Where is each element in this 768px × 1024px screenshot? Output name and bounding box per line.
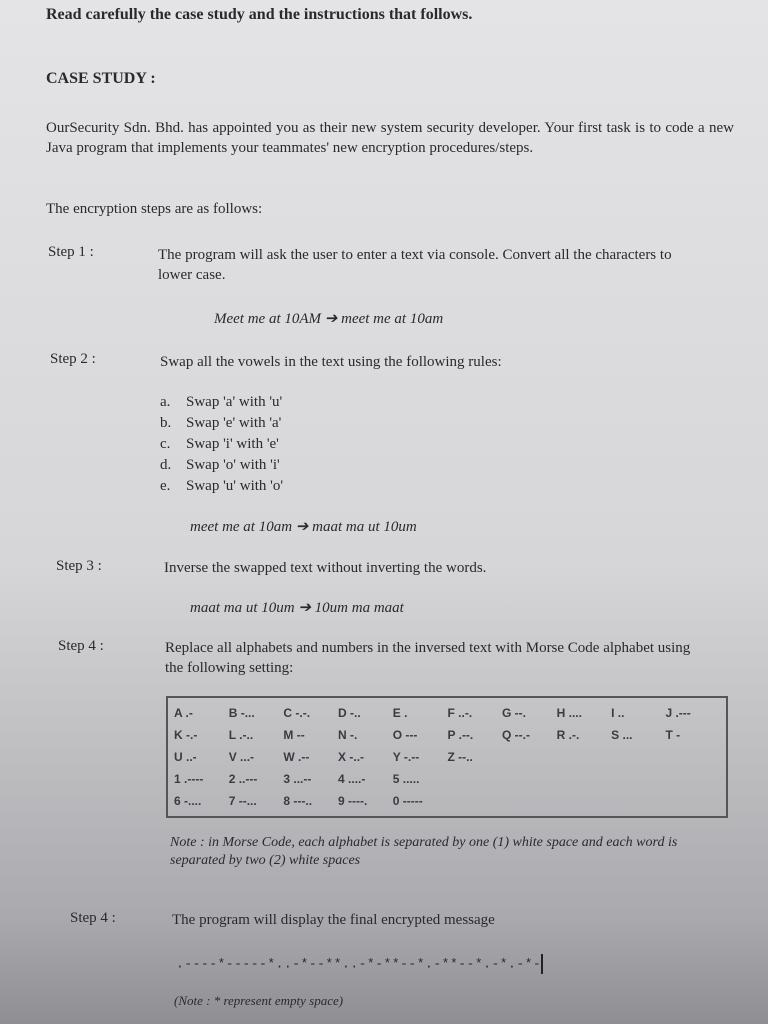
morse-cell xyxy=(447,768,502,790)
morse-cell xyxy=(447,790,502,812)
case-study-title: CASE STUDY : xyxy=(46,70,156,87)
rule-item: b. Swap 'e' with 'a' xyxy=(160,415,282,431)
morse-note: Note : in Morse Code, each alphabet is separated by one (1) white space and each word is separated by two (2) white spaces xyxy=(170,835,678,868)
morse-cell: W .-- xyxy=(283,750,310,764)
morse-row xyxy=(174,724,720,746)
morse-cell: 4 ....- xyxy=(338,772,366,786)
morse-cell: K -.- xyxy=(174,728,198,742)
step4-text: Replace all alphabets and numbers in the inversed text with Morse Code alphabet using the following setting: xyxy=(165,640,691,676)
morse-cell: P .--. xyxy=(447,728,474,742)
morse-cell: I .. xyxy=(611,706,625,720)
rule-item: d. Swap 'o' with 'i' xyxy=(160,457,280,473)
step5-text: The program will display the final encrypted message xyxy=(172,912,495,928)
morse-cell: H .... xyxy=(556,706,582,720)
step5-label: Step 4 : xyxy=(70,910,116,926)
rule-item: e. Swap 'u' with 'o' xyxy=(160,478,284,494)
morse-cell xyxy=(502,768,557,790)
step2-text: Swap all the vowels in the text using the following rules: xyxy=(160,354,502,370)
morse-row xyxy=(174,790,720,812)
morse-cell: F ..-. xyxy=(447,706,473,720)
morse-cell: 6 -.... xyxy=(174,794,202,808)
morse-cell: 9 ----. xyxy=(338,794,368,808)
step3-text: Inverse the swapped text without inverting the words. xyxy=(164,560,487,576)
step1-text: The program will ask the user to enter a text via console. Convert all the characters to lower case. xyxy=(158,247,672,283)
morse-cell: Y -.-- xyxy=(392,750,420,764)
rule-item: a. Swap 'a' with 'u' xyxy=(160,394,283,410)
morse-cell: M -- xyxy=(283,728,305,742)
morse-cell: V ...- xyxy=(228,750,255,764)
intro-paragraph: OurSecurity Sdn. Bhd. has appointed you as their new system security developer. Your first task is to code a new Java program that implements your teammates' new encryption procedures/steps. xyxy=(46,120,734,156)
morse-cell: 7 --... xyxy=(228,794,257,808)
morse-cell: S ... xyxy=(611,728,633,742)
morse-cell: R .-. xyxy=(556,728,580,742)
morse-cell xyxy=(611,768,665,790)
morse-cell: E . xyxy=(392,706,408,720)
morse-cell: 2 ..--- xyxy=(228,772,258,786)
morse-cell: D -.. xyxy=(338,706,361,720)
morse-cell xyxy=(557,768,612,790)
morse-cell xyxy=(557,746,612,768)
morse-row xyxy=(174,746,720,768)
morse-cell: 8 ---.. xyxy=(283,794,313,808)
steps-intro: The encryption steps are as follows: xyxy=(46,201,263,217)
step4-label: Step 4 : xyxy=(58,638,104,654)
step1-label: Step 1 : xyxy=(48,244,94,260)
encrypted-message: .----*-----*..-*--**..-*-**--*.-**--*.-*.-*- xyxy=(176,954,543,974)
rule-item: c. Swap 'i' with 'e' xyxy=(160,436,279,452)
morse-cell: L .-.. xyxy=(228,728,254,742)
header-instruction: Read carefully the case study and the instructions that follows. xyxy=(46,6,473,23)
morse-cell: A .- xyxy=(174,706,193,720)
morse-cell xyxy=(665,790,720,812)
morse-cell xyxy=(557,790,612,812)
morse-cell: O --- xyxy=(392,728,418,742)
morse-code-table xyxy=(166,696,728,818)
morse-cell: G --. xyxy=(502,706,527,720)
step3-label: Step 3 : xyxy=(56,558,102,574)
morse-cell: T - xyxy=(665,728,681,742)
morse-row xyxy=(174,702,720,724)
morse-cell: Z --.. xyxy=(447,750,473,764)
text-cursor xyxy=(541,954,543,974)
morse-cell xyxy=(665,746,720,768)
step2-label: Step 2 : xyxy=(50,351,96,367)
morse-cell: U ..- xyxy=(174,750,197,764)
morse-cell: 5 ..... xyxy=(392,772,420,786)
step1-example: Meet me at 10AM ➔ meet me at 10am xyxy=(214,311,444,327)
morse-cell: C -.-. xyxy=(283,706,311,720)
step5-note: (Note : * represent empty space) xyxy=(174,993,344,1008)
morse-cell xyxy=(502,746,557,768)
morse-cell: X -..- xyxy=(338,750,365,764)
morse-cell xyxy=(665,768,720,790)
morse-cell: B -... xyxy=(228,706,255,720)
vowel-rules-list xyxy=(160,392,283,497)
morse-cell: Q --.- xyxy=(502,728,531,742)
morse-cell: 3 ...-- xyxy=(283,772,312,786)
step2-example: meet me at 10am ➔ maat ma ut 10um xyxy=(190,519,417,535)
morse-cell: N -. xyxy=(338,728,358,742)
morse-row xyxy=(174,768,720,790)
morse-cell: 0 ----- xyxy=(392,794,423,808)
morse-cell: J .--- xyxy=(665,706,691,720)
morse-cell xyxy=(502,790,557,812)
morse-cell: 1 .---- xyxy=(174,772,204,786)
morse-cell xyxy=(611,746,665,768)
morse-cell xyxy=(611,790,665,812)
step3-example: maat ma ut 10um ➔ 10um ma maat xyxy=(190,600,404,616)
